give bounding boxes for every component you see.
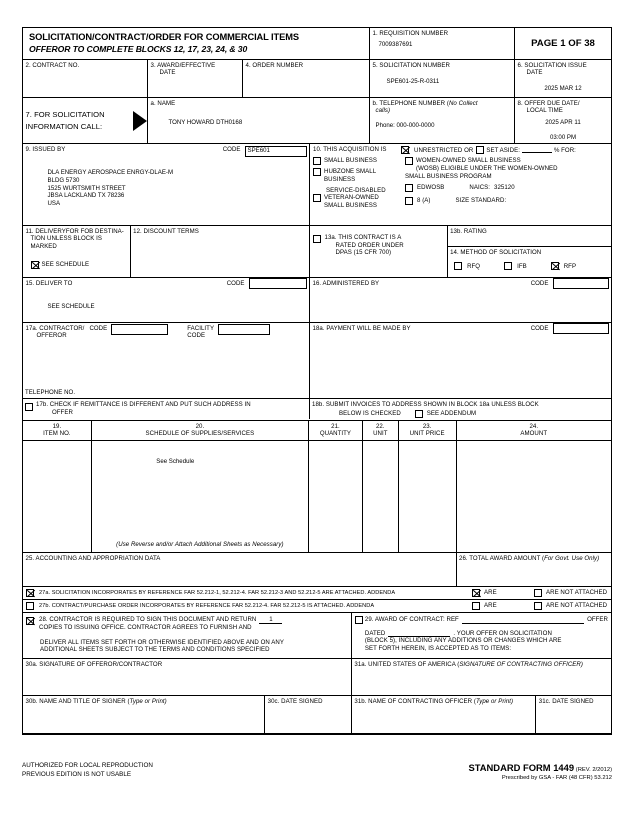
block18a-label: 18a. PAYMENT WILL BE MADE BY [312,324,411,332]
block30c-label: 30c. DATE SIGNED [267,697,323,705]
schedule-body-quantity[interactable] [309,441,363,553]
block9-address-line: 1525 WURTSMITH STREET [47,184,126,192]
footer-right-text [468,762,612,781]
block28-copies-value[interactable]: 1 [259,616,282,624]
block16-code-value [554,279,608,280]
schedule-body-unit[interactable] [363,441,399,553]
block8-time-value[interactable]: 03:00 PM [549,133,577,141]
schedule-col-name: ITEM NO. [43,430,71,438]
block27a-are-label: ARE [484,589,497,597]
block30b-label [26,698,262,706]
block31b-label-italic: Type or Print) [475,697,514,705]
block4-label: 4. ORDER NUMBER [245,61,304,69]
block10-hubzone-checkbox[interactable] [313,168,321,176]
page-number-label: PAGE 1 OF 38 [531,38,595,50]
schedule-header-row [23,421,611,441]
block13a-checkbox[interactable] [313,235,321,243]
block10-wosb-checkbox[interactable] [405,157,413,165]
block29-line-1a: 29. AWARD OF CONTRACT: REF [364,616,459,624]
issued-by-acquisition-row [23,144,611,226]
block27a-row [23,587,611,600]
block6-label-2: DATE [526,69,543,77]
block29-line-4: SET FORTH HEREIN, IS ACCEPTED AS TO ITEMS: [364,644,512,652]
block31b-label [354,698,532,706]
schedule-body-amount[interactable] [457,441,611,553]
block30b-label-italic: Type or Print) [129,697,167,705]
block14-rfq-label: RFQ [467,262,481,270]
block16-code-label: CODE [530,279,549,287]
block3-label-2: DATE [159,69,176,77]
schedule-col-num: 24. [529,422,539,430]
block7-label-1: 7. FOR SOLICITATION [25,110,105,120]
block27a-are-checkbox[interactable] [472,589,480,597]
block27a-text: 27a. SOLICITATION INCORPORATES BY REFERENCE FAR 52.212-1, 52.212-4. FAR 52.212-3 AND 52.212-5 ARE ATTACHED. ADDENDA [39,589,396,596]
block3-award-effective-date [148,60,243,98]
schedule-body-unit-price[interactable] [399,441,457,553]
block9-address-line: BLDG 5730 [47,176,80,184]
block31b-label-text: 31b. NAME OF CONTRACTING OFFICER ( [354,697,476,705]
block17a-telephone-label: TELEPHONE NO. [25,388,76,396]
block7b-label-italic: No Collect [448,99,478,107]
schedule-body-item-no[interactable] [23,441,92,553]
delivery-discount-rating-row [23,226,611,278]
contractor-payment-row [23,323,611,399]
block13a-rated-order [310,226,448,278]
block18b-submit-invoices [310,399,611,420]
right-arrow-icon [133,111,147,131]
block30a-signature-offeror[interactable] [23,659,352,696]
block14-ifb-label: IFB [517,262,527,270]
block10-sdvosb-label-1: SERVICE-DISABLED [326,186,386,194]
block10-wosb-label-1: WOMEN-OWNED SMALL BUSINESS [416,157,521,165]
block27a-checkbox[interactable] [26,589,34,597]
block15-label: 15. DELIVER TO [25,279,73,287]
block10-hubzone-label-1: HUBZONE SMALL [324,168,377,176]
block9-code-box[interactable] [245,146,307,157]
block7b-value[interactable]: Phone: 000-000-0000 [375,121,435,129]
block28-line-2: COPIES TO ISSUING OFFICE. CONTRACTOR AGREES TO FURNISH AND [39,624,252,632]
signature-award-row [23,613,611,659]
block31a-signature-contracting-officer[interactable] [352,659,611,696]
block1-label: 1. REQUISITION NUMBER [372,29,449,37]
schedule-col-unit [363,421,399,440]
block10-sdvosb-label-3: SMALL BUSINESS [324,201,377,209]
block7-for-solicitation-info-call [23,98,148,144]
block5-solicitation-number [370,60,515,98]
block17a-label-1: 17a. CONTRACTOR/ [25,324,85,332]
block17a-code-box[interactable] [111,324,168,335]
solicitation-contact-row [23,98,611,144]
block31a-label-text: 31a. UNITED STATES OF AMERICA ( [354,660,460,668]
block14-rfq-checkbox[interactable] [454,262,462,270]
schedule-col-num: 20. [195,422,205,430]
remittance-invoices-row [23,399,611,421]
block17a-facility-value [219,325,269,326]
block28-line-3: DELIVER ALL ITEMS SET FORTH OR OTHERWISE IDENTIFIED ABOVE AND ON ANY [40,638,284,646]
block27b-are-not-checkbox[interactable] [534,602,542,610]
block1-requisition-number [370,28,515,60]
block11-label-1: 11. DELIVERYFOR FOB DESTINA- [25,227,124,235]
block11-label-3: MARKED [30,242,57,250]
block10-hubzone-label-2: BUSINESS [324,175,356,183]
footer-prescribed-by: Prescribed by GSA - FAR (48 CFR) 53.212 [501,775,612,781]
block8-label: 8. OFFER DUE DATE/ [517,99,580,107]
block9-code-value: SPE601 [247,147,270,155]
block29-line-2: . YOUR OFFER ON SOLICITATION [453,629,552,637]
deliver-administered-row [23,278,611,323]
block9-address-line: USA [47,200,61,208]
block12-discount-terms [131,226,310,278]
schedule-body-row [23,441,611,553]
schedule-col-name: SCHEDULE OF SUPPLIES/SERVICES [145,430,255,438]
block6-value[interactable]: 2025 MAR 12 [544,84,582,92]
block10-set-aside-label: SET ASIDE: [486,146,520,154]
block14-method-of-solicitation [448,247,611,272]
block11-see-schedule-label: SEE SCHEDULE [41,260,90,268]
block10-naics-label: NAICS: [469,184,491,192]
block27a-are-not-label: ARE NOT ATTACHED [546,589,608,597]
block29-ref-value[interactable] [462,617,584,624]
block29-line-1b: OFFER [587,616,608,624]
block6-solicitation-issue-date [515,60,611,98]
block7a-label: a. NAME [150,99,176,107]
block26-total-award-amount [457,553,611,586]
block15-code-box[interactable] [249,278,307,289]
block27a-are-not-checkbox[interactable] [534,589,542,597]
block14-label: 14. METHOD OF SOLICITATION [450,248,542,256]
block27b-contract-purchase-order [23,600,611,612]
block10-unrestricted-checkbox[interactable] [401,146,409,154]
block26-label-italic: For Govt. Use Only) [544,554,600,562]
block30c-date-signed[interactable] [265,696,352,734]
schedule-col-amount [457,421,611,440]
block7-label-2: INFORMATION CALL: [25,121,103,131]
block31b-name-contracting-officer[interactable] [352,696,536,734]
block13b-14-column [448,226,611,278]
block6-label: 6. SOLICITATION ISSUE [517,61,587,69]
schedule-col-name: UNIT [373,430,388,438]
form-title-line1: SOLICITATION/CONTRACT/ORDER FOR COMMERCIAL ITEMS [29,32,299,42]
block10-set-aside-blank[interactable] [522,146,552,153]
block10-8a-checkbox[interactable] [405,197,413,205]
schedule-col-name: UNIT PRICE [409,430,445,438]
block17b-label-1: 17b. CHECK IF REMITTANCE IS DIFFERENT AND PUT SUCH ADDRESS IN [36,401,251,409]
block17a-code-value [112,325,167,326]
footer-previous-edition-line: PREVIOUS EDITION IS NOT USABLE [22,770,132,778]
block26-label-text: 26. TOTAL AWARD AMOUNT ( [459,554,545,562]
block28-checkbox[interactable] [26,617,34,625]
block7a-name [148,98,370,144]
block15-deliver-to [23,278,310,323]
block31c-date-signed[interactable] [536,696,611,734]
block10-small-business-checkbox[interactable] [313,157,321,165]
block29-checkbox[interactable] [355,616,363,624]
block17a-facility-label-1: FACILITY [187,324,215,332]
block1-value[interactable]: 7009387691 [378,41,413,49]
block14-ifb-checkbox[interactable] [504,262,512,270]
schedule-col-num: 23. [422,422,432,430]
block17a-label-2: OFFEROR [36,332,67,340]
block16-code-box[interactable] [553,278,609,289]
block13a-label-1: 13a. THIS CONTRACT IS A [324,234,402,242]
block7b-telephone-number [370,98,515,144]
block2-label: 2. CONTRACT NO. [25,61,80,69]
block30a-label: 30a. SIGNATURE OF OFFEROR/CONTRACTOR [25,660,163,668]
form-title-cell [23,28,370,60]
block27b-are-not-label: ARE NOT ATTACHED [546,602,608,610]
block4-order-number [243,60,370,98]
schedule-col-name: AMOUNT [520,430,548,438]
block15-code-label: CODE [226,279,245,287]
schedule-col-unit-price [399,421,457,440]
block27a-solicitation-incorporates [23,587,611,600]
block18a-code-box[interactable] [553,323,609,334]
accounting-award-row [23,553,611,587]
block17a-contractor-offeror [23,323,310,399]
footer-form-name: STANDARD FORM 1449 [468,762,575,773]
block18a-payment-will-be-made-by [310,323,611,399]
block26-label [459,555,608,563]
block27b-are-label: ARE [484,602,497,610]
schedule-col-supplies-services [92,421,309,440]
block2-contract-no [23,60,148,98]
block15-value: SEE SCHEDULE [47,302,95,310]
block12-label: 12. DISCOUNT TERMS [133,227,199,235]
block10-unrestricted-label: UNRESTRICTED OR [414,146,474,154]
block31c-label: 31c. DATE SIGNED [538,697,594,705]
block7b-label [373,100,512,108]
footer-authorized-line: AUTHORIZED FOR LOCAL REPRODUCTION [22,762,153,769]
schedule-col-num: 22. [375,422,385,430]
signature-row [23,659,611,696]
block25-accounting-appropriation [23,553,457,586]
block29-award-of-contract [352,613,611,658]
block25-label: 25. ACCOUNTING AND APPROPRIATION DATA [25,554,161,562]
block17b-checkbox[interactable] [25,403,33,411]
block7b-label-text: b. TELEPHONE NUMBER ( [372,99,449,107]
block18b-see-addendum-checkbox[interactable] [415,410,423,418]
schedule-col-num: 21. [331,422,340,430]
block18a-code-value [554,324,608,325]
block7b-label-italic-2: calls) [375,107,391,115]
block18b-see-addendum-label: SEE ADDENDUM [426,410,477,417]
block10-percent-for-label: % FOR: [553,146,576,154]
block31a-label-italic: SIGNATURE OF CONTRACTING OFFICER) [459,660,583,668]
block29-dated-value[interactable] [388,630,450,637]
block11-delivery-fob [23,226,131,278]
block16-administered-by [310,278,611,323]
block9-address-line: JBSA LACKLAND TX 78236 [47,192,125,200]
schedule-body-text: See Schedule [156,457,195,465]
block8-date-value[interactable]: 2025 APR 11 [545,118,581,126]
block27b-row [23,600,611,613]
block10-set-aside-checkbox[interactable] [476,146,484,154]
block3-label: 3. AWARD/EFFECTIVE [150,61,216,69]
block14-rfp-checkbox[interactable] [551,262,559,270]
block10-size-standard-label: SIZE STANDARD: [455,197,507,205]
block10-sdvosb-label-2: VETERAN-OWNED [324,194,379,202]
block8-offer-due-date [515,98,611,144]
footer-left-text [22,762,153,779]
block29-line-3: (BLOCK 5), INCLUDING ANY ADDITIONS OR CHANGES WHICH ARE [364,637,562,645]
block28-contractor-required-to-sign [23,613,352,658]
block28-line-4: ADDITIONAL SHEETS SUBJECT TO THE TERMS AND CONDITIONS SPECIFIED [40,646,270,654]
block11-label-2: TION UNLESS BLOCK IS [30,235,102,243]
footer-form-revision: (REV. 2/2012) [575,767,612,773]
block9-label: 9. ISSUED BY [25,145,66,153]
block10-wosb-label-2: (WOSB) ELIGIBLE UNDER THE WOMEN-OWNED [416,164,558,172]
block13a-label-3: DPAS (15 CFR 700) [335,249,392,257]
block18b-label-1: 18b. SUBMIT INVOICES TO ADDRESS SHOWN IN BLOCK 18a UNLESS BLOCK [312,401,539,409]
block10-label: 10. THIS ACQUISITION IS [313,145,387,153]
block5-value[interactable]: SPE601-25-R-0311 [386,78,440,86]
block27b-checkbox[interactable] [26,602,34,610]
block10-wosb-label-3: SMALL BUSINESS PROGRAM [405,172,492,180]
schedule-col-item-no [23,421,92,440]
block13b-rating [448,226,611,247]
form-footer [22,762,612,781]
block18a-code-label: CODE [530,324,549,332]
block10-small-business-label: SMALL BUSINESS [324,157,377,165]
block10-edwosb-checkbox[interactable] [405,184,413,192]
block17b-remittance-check [23,399,310,419]
schedule-body-supplies-services[interactable] [92,441,309,553]
block11-see-schedule-checkbox[interactable] [31,261,39,269]
block16-label: 16. ADMINISTERED BY [312,279,380,287]
contract-info-row [23,60,611,98]
block17b-label-2: OFFER [52,408,73,416]
header-row [23,28,611,60]
block10-naics-value[interactable]: 325120 [494,184,515,192]
block27b-are-checkbox[interactable] [472,602,480,610]
block9-issued-by [23,144,310,226]
block9-code-label: CODE [222,146,241,154]
block27b-text: 27b. CONTRACT/PURCHASE ORDER INCORPORATES BY REFERENCE FAR 52.212-4. FAR 52.212-5 IS ATTACHED. ADDENDA [39,602,375,609]
block17a-facility-box[interactable] [218,324,270,335]
form-title-line2: OFFEROR TO COMPLETE BLOCKS 12, 17, 23, 24, & 30 [29,43,248,54]
block10-this-acquisition-is [310,144,611,226]
block10-sdvosb-checkbox[interactable] [313,194,321,202]
block31a-label [354,661,608,669]
block10-8a-label: 8 (A) [417,197,431,205]
block13b-label: 13b. RATING [450,227,487,235]
schedule-col-quantity [309,421,363,440]
block17a-code-label: CODE [89,324,108,332]
block9-address-line: DLA ENERGY AEROSPACE ENRGY-DLAE-M [47,168,174,176]
block28-line-1: 28. CONTRACTOR IS REQUIRED TO SIGN THIS DOCUMENT AND RETURN [39,616,257,624]
block7a-value[interactable]: TONY HOWARD DTH0168 [168,119,243,127]
block18b-label-2: BELOW IS CHECKED [339,410,401,417]
sf1449-form [22,27,612,735]
block17a-facility-label-2: CODE [187,332,206,340]
block8-label-2: LOCAL TIME [526,107,563,115]
block15-code-value [250,279,306,280]
block30b-label-text: 30b. NAME AND TITLE OF SIGNER ( [25,697,130,705]
block5-label: 5. SOLICITATION NUMBER [372,61,450,69]
schedule-col-name: QUANTITY [319,430,352,438]
block14-rfp-label: RFP [563,262,577,270]
block29-dated-label: DATED [364,629,386,637]
block10-edwosb-label: EDWOSB [417,184,445,192]
page-number-cell [515,28,611,60]
schedule-note: (Use Reverse and/or Attach Additional Sheets as Necessary) [116,541,284,549]
schedule-col-num: 19. [52,422,62,430]
block30b-name-title-signer[interactable] [23,696,265,734]
signer-info-row [23,696,611,735]
block13a-label-2: RATED ORDER UNDER [335,241,404,249]
